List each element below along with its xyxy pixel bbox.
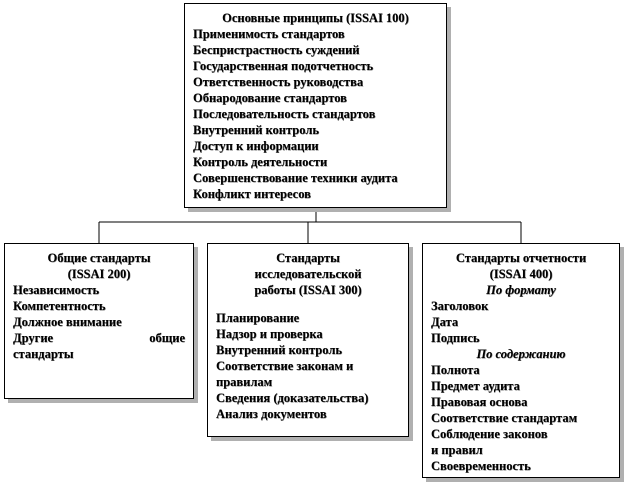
format-item: Дата (431, 315, 459, 329)
general-item-other (13, 330, 185, 346)
reporting-standards-code: (ISSAI 400) (489, 267, 553, 281)
research-standards-title-1: Стандарты (276, 251, 340, 265)
general-item-other-cont: стандарты (13, 347, 74, 361)
reporting-standards-box (422, 243, 620, 478)
research-item: Соответствие законам и (216, 359, 354, 373)
content-item: Полнота (431, 363, 480, 377)
general-standards-code: (ISSAI 200) (67, 267, 131, 281)
research-item: правилам (216, 375, 273, 389)
general-item: Независимость (13, 283, 100, 297)
format-item: Заголовок (431, 299, 489, 313)
research-item: Надзор и проверка (216, 327, 323, 341)
research-standards-title-2: исследовательской (254, 267, 362, 281)
general-standards-box (4, 243, 194, 399)
principle-item: Последовательность стандартов (193, 107, 376, 121)
research-item: Внутренний контроль (216, 343, 342, 357)
research-standards-box (207, 243, 409, 437)
content-item: Соблюдение законов (431, 427, 548, 441)
general-item-other-right: общие (149, 331, 185, 345)
principle-item: Внутренний контроль (193, 123, 319, 137)
principle-item: Беспристрастность суждений (193, 43, 360, 57)
principle-item: Доступ к информации (193, 139, 319, 153)
principle-item: Контроль деятельности (193, 155, 328, 169)
principle-item: Ответственность руководства (193, 75, 364, 89)
research-item: Анализ документов (216, 407, 327, 421)
research-standards-title-3: работы (ISSAI 300) (254, 283, 362, 297)
content-item: Предмет аудита (431, 379, 520, 393)
content-item: Правовая основа (431, 395, 528, 409)
research-item: Сведения (доказательства) (216, 391, 369, 405)
content-heading: По содержанию (476, 347, 566, 361)
content-item: Соответствие стандартам (431, 411, 578, 425)
basic-principles-box (184, 3, 447, 208)
principle-item: Совершенствование техники аудита (193, 171, 398, 185)
format-item: Подпись (431, 331, 480, 345)
principle-item: Конфликт интересов (193, 187, 311, 201)
general-standards-title: Общие стандарты (47, 251, 151, 265)
principle-item: Государственная подотчетность (193, 59, 374, 73)
basic-principles-title: Основные принципы (ISSAI 100) (222, 11, 409, 25)
format-heading: По формату (486, 283, 556, 297)
reporting-standards-title: Стандарты отчетности (455, 251, 587, 265)
principle-item: Применимость стандартов (193, 27, 345, 41)
general-item: Должное внимание (13, 315, 122, 329)
principle-item: Обнародование стандартов (193, 91, 347, 105)
research-item: Планирование (216, 311, 300, 325)
content-item: и правил (431, 443, 483, 457)
general-item: Компетентность (13, 299, 106, 313)
general-item-other-left: Другие (13, 331, 54, 345)
content-item: Своевременность (431, 459, 531, 473)
